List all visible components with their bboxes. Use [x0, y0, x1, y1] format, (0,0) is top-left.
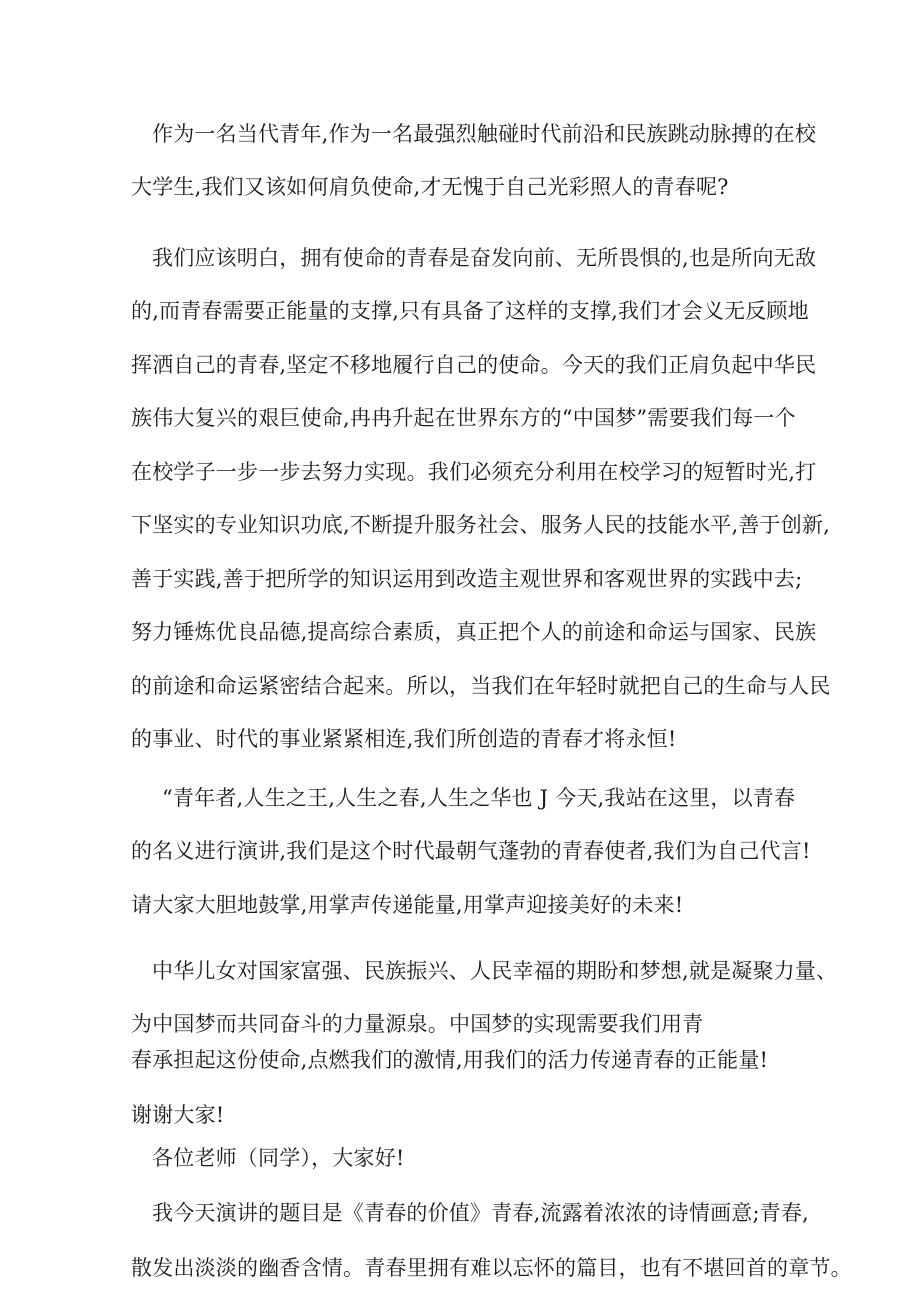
text-line-16: 中华儿女对国家富强、民族振兴、人民幸福的期盼和梦想,就是凝聚力量、	[152, 959, 838, 983]
text-line-11: 的前途和命运紧密结合起来。所以，当我们在年轻时就把自己的生命与人民	[131, 674, 831, 698]
text-line-13: “青年者,人生之王,人生之春,人生之华也 J 今天,我站在这里，以青春	[162, 786, 796, 810]
text-line-17: 为中国梦而共同奋斗的力量源泉。中国梦的实现需要我们用青	[131, 1012, 704, 1036]
text-line-12: 的事业、时代的事业紧紧相连,我们所创造的青春才将永恒!	[131, 727, 677, 751]
text-line-7: 在校学子一步一步去努力实现。我们必须充分利用在校学习的短暂时光,打	[131, 460, 817, 484]
text-line-21: 我今天演讲的题目是《青春的价值》青春,流露着浓浓的诗情画意;青春,	[152, 1201, 810, 1225]
text-line-3: 我们应该明白，拥有使命的青春是奋发向前、无所畏惧的,也是所向无敌	[152, 246, 817, 270]
text-line-22: 散发出淡淡的幽香含情。青春里拥有难以忘怀的篇目，也有不堪回首的章节。	[131, 1256, 852, 1280]
text-line-2: 大学生,我们又该如何肩负使命,才无愧于自己光彩照人的青春呢?	[131, 175, 729, 199]
text-line-20: 各位老师（同学），大家好!	[152, 1146, 405, 1170]
text-line-4: 的,而青春需要正能量的支撑,只有具备了这样的支撑,我们才会义无反顾地	[131, 299, 809, 323]
text-line-18: 春承担起这份使命,点燃我们的激情,用我们的活力传递青春的正能量!	[131, 1048, 769, 1072]
text-line-8: 下坚实的专业知识功底,不断提升服务社会、服务人民的技能水平,善于创新,	[131, 513, 831, 537]
text-line-14: 的名义进行演讲,我们是这个时代最朝气蓬勃的青春使者,我们为自己代言!	[131, 839, 811, 863]
text-line-10: 努力锤炼优良品德,提高综合素质，真正把个人的前途和命运与国家、民族	[131, 620, 817, 644]
text-line-1: 作为一名当代青年,作为一名最强烈触碰时代前沿和民族跳动脉搏的在校	[152, 122, 817, 146]
text-line-9: 善于实践,善于把所学的知识运用到改造主观世界和客观世界的实践中去;	[131, 567, 803, 591]
text-line-5: 挥洒自己的青春,坚定不移地履行自己的使命。今天的我们正肩负起中华民	[131, 353, 817, 377]
text-line-6: 族伟大复兴的艰巨使命,冉冉升起在世界东方的“中国梦”需要我们每一个	[131, 406, 796, 430]
text-line-19: 谢谢大家!	[131, 1103, 225, 1127]
text-line-15: 请大家大胆地鼓掌,用掌声传递能量,用掌声迎接美好的未来!	[131, 893, 684, 917]
